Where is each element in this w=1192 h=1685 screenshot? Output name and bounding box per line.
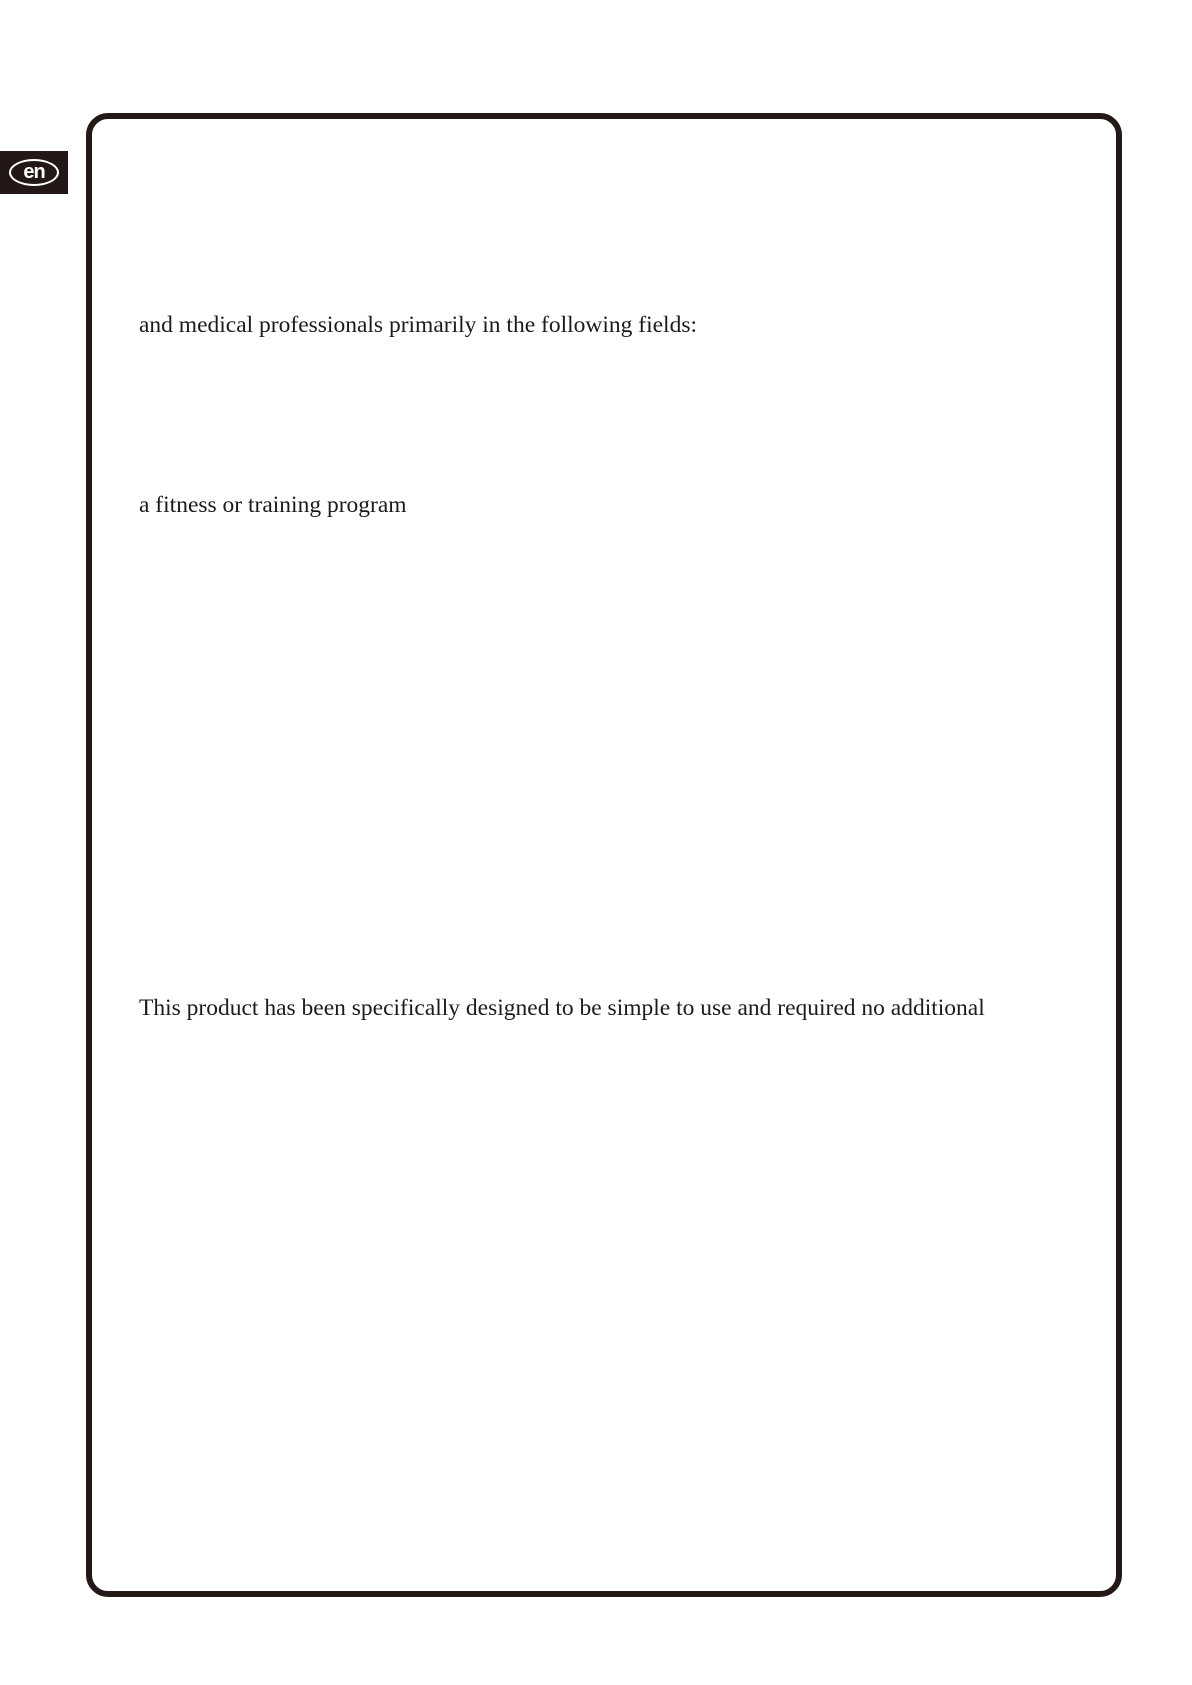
- text-line-fitness-program: a fitness or training program: [139, 492, 407, 518]
- text-line-product-design: This product has been specifically designed to be simple to use and required no additional: [139, 995, 985, 1021]
- language-label: en: [9, 159, 59, 186]
- text-line-medical-professionals: and medical professionals primarily in the following fields:: [139, 312, 697, 338]
- language-tab: [0, 151, 68, 194]
